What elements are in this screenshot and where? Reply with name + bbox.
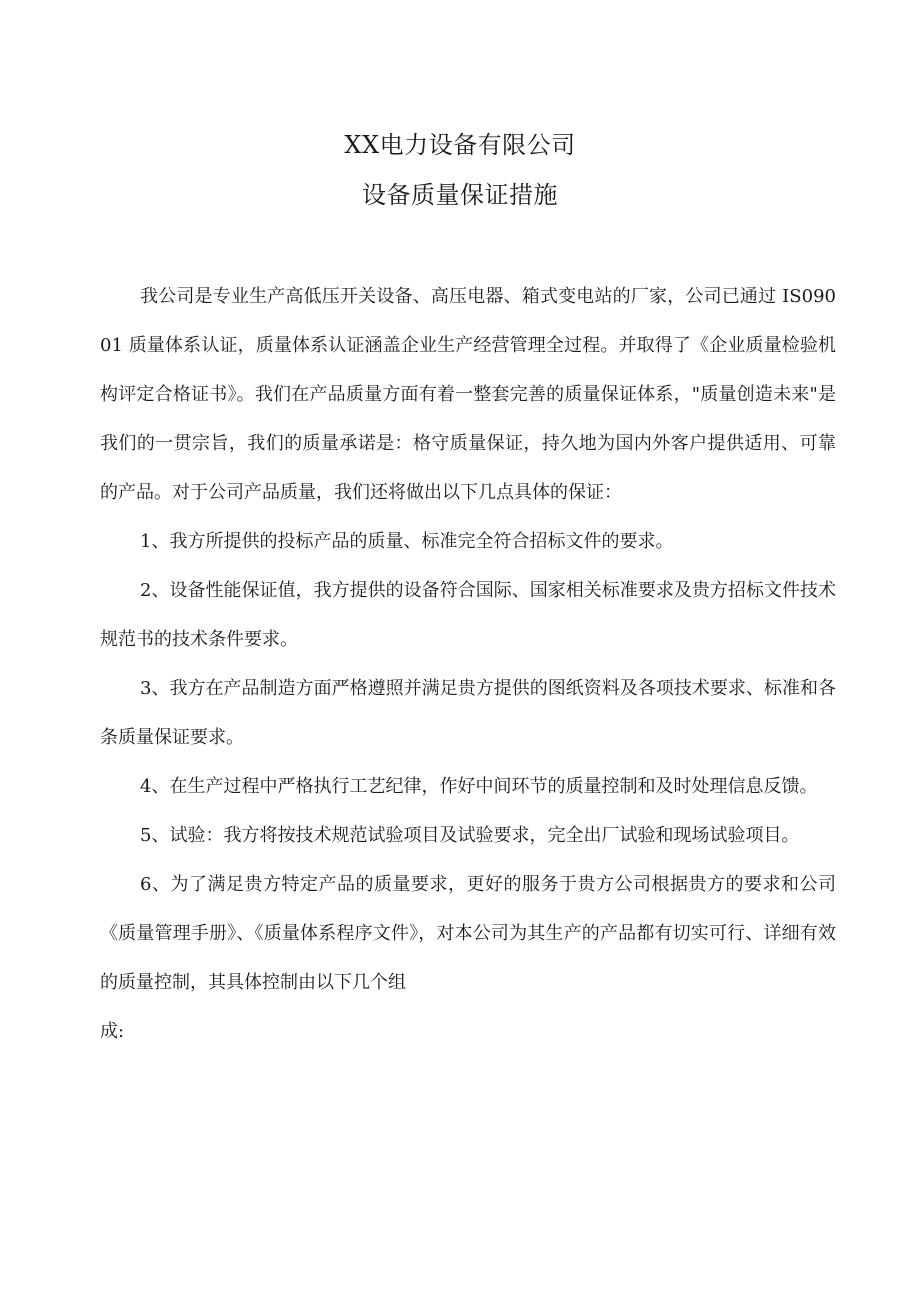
guarantee-item-6: 6、为了满足贵方特定产品的质量要求，更好的服务于贵方公司根据贵方的要求和公司《质量管理手册》、《质量体系程序文件》，对本公司为其生产的产品都有切实可行、详细有效的质量控制，其具体控制由以下几个组 xyxy=(100,874,836,993)
trailing-line: 成: xyxy=(100,1021,125,1042)
guarantee-item-2: 2、设备性能保证值，我方提供的设备符合国际、国家相关标准要求及贵方招标文件技术规范书的技术条件要求。 xyxy=(100,580,836,650)
document-body xyxy=(100,272,836,1056)
document-subtitle: 设备质量保证措施 xyxy=(362,181,558,209)
company-title: XX电力设备有限公司 xyxy=(344,131,576,159)
guarantee-item-1: 1、我方所提供的投标产品的质量、标准完全符合招标文件的要求。 xyxy=(140,531,674,552)
intro-paragraph: 我公司是专业生产高低压开关设备、高压电器、箱式变电站的厂家，公司已通过 IS09001 质量体系认证，质量体系认证涵盖企业生产经营管理全过程。并取得了《企业质量检验机构评定合格证书》。我们在产品质量方面有着一整套完善的质量保证体系，"质量创造未来"是我们的一贯宗旨，我们的质量承诺是：格守质量保证，持久地为国内外客户提供适用、可靠的产品。对于公司产品质量，我们还将做出以下几点具体的保证： xyxy=(100,286,836,503)
guarantee-item-5: 5、试验：我方将按技术规范试验项目及试验要求，完全出厂试验和现场试验项目。 xyxy=(140,825,800,846)
guarantee-item-4: 4、在生产过程中严格执行工艺纪律，作好中间环节的质量控制和及时处理信息反馈。 xyxy=(140,776,818,797)
guarantee-item-3: 3、我方在产品制造方面严格遵照并满足贵方提供的图纸资料及各项技术要求、标准和各条质量保证要求。 xyxy=(100,678,836,748)
